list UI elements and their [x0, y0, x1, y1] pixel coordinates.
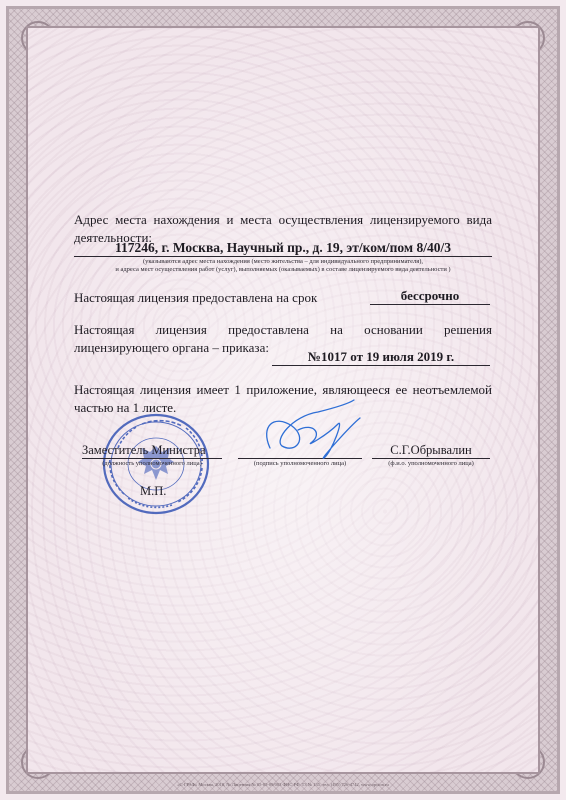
- address-note-1: (указываются адрес места нахождения (место жительства – для индивидуального предпринимателя),: [142, 258, 424, 265]
- name-caption: (ф.и.о. уполномоченного лица): [388, 460, 474, 467]
- term-label: Настоящая лицензия предоставлена на срок: [74, 290, 318, 305]
- signature-caption: (подпись уполномоченного лица): [253, 460, 347, 467]
- handwritten-signature: [252, 396, 364, 466]
- signer-position: Заместитель Министра: [82, 443, 206, 457]
- position-caption: (должность уполномоченного лица): [102, 460, 202, 467]
- stamp-place-label: М.П.: [140, 484, 167, 498]
- basis-value: №1017 от 19 июля 2019 г.: [272, 349, 490, 366]
- address-heading: Адрес места нахождения и места осуществления лицензируемого вида деятельности:: [74, 212, 492, 245]
- address-note-2: и адреса мест осуществления работ (услуг), выполняемых (оказываемых) в составе лицензируемого вида деятельности ): [115, 266, 451, 273]
- basis-label: Настоящая лицензия предоставлена на основании решения лицензирующего органа – приказа:: [74, 322, 492, 355]
- term-value: бессрочно: [370, 288, 490, 305]
- printer-imprint: «С-ГРАФ» Москва, 2018, № Лицензия № 05-05-09/003 ФНС РФ. ТЗ № 135. тел. (495) 726-4742, www.opcion.ru: [177, 782, 389, 787]
- name-line: [372, 458, 490, 459]
- position-line: [82, 458, 222, 459]
- signer-name: С.Г.Обрывалин: [390, 443, 472, 457]
- address-value: 117246, г. Москва, Научный пр., д. 19, эт/ком/пом 8/40/3: [74, 240, 492, 257]
- appendix-text: Настоящая лицензия имеет 1 приложение, являющееся ее неотъемлемой частью на 1 листе.: [74, 382, 492, 415]
